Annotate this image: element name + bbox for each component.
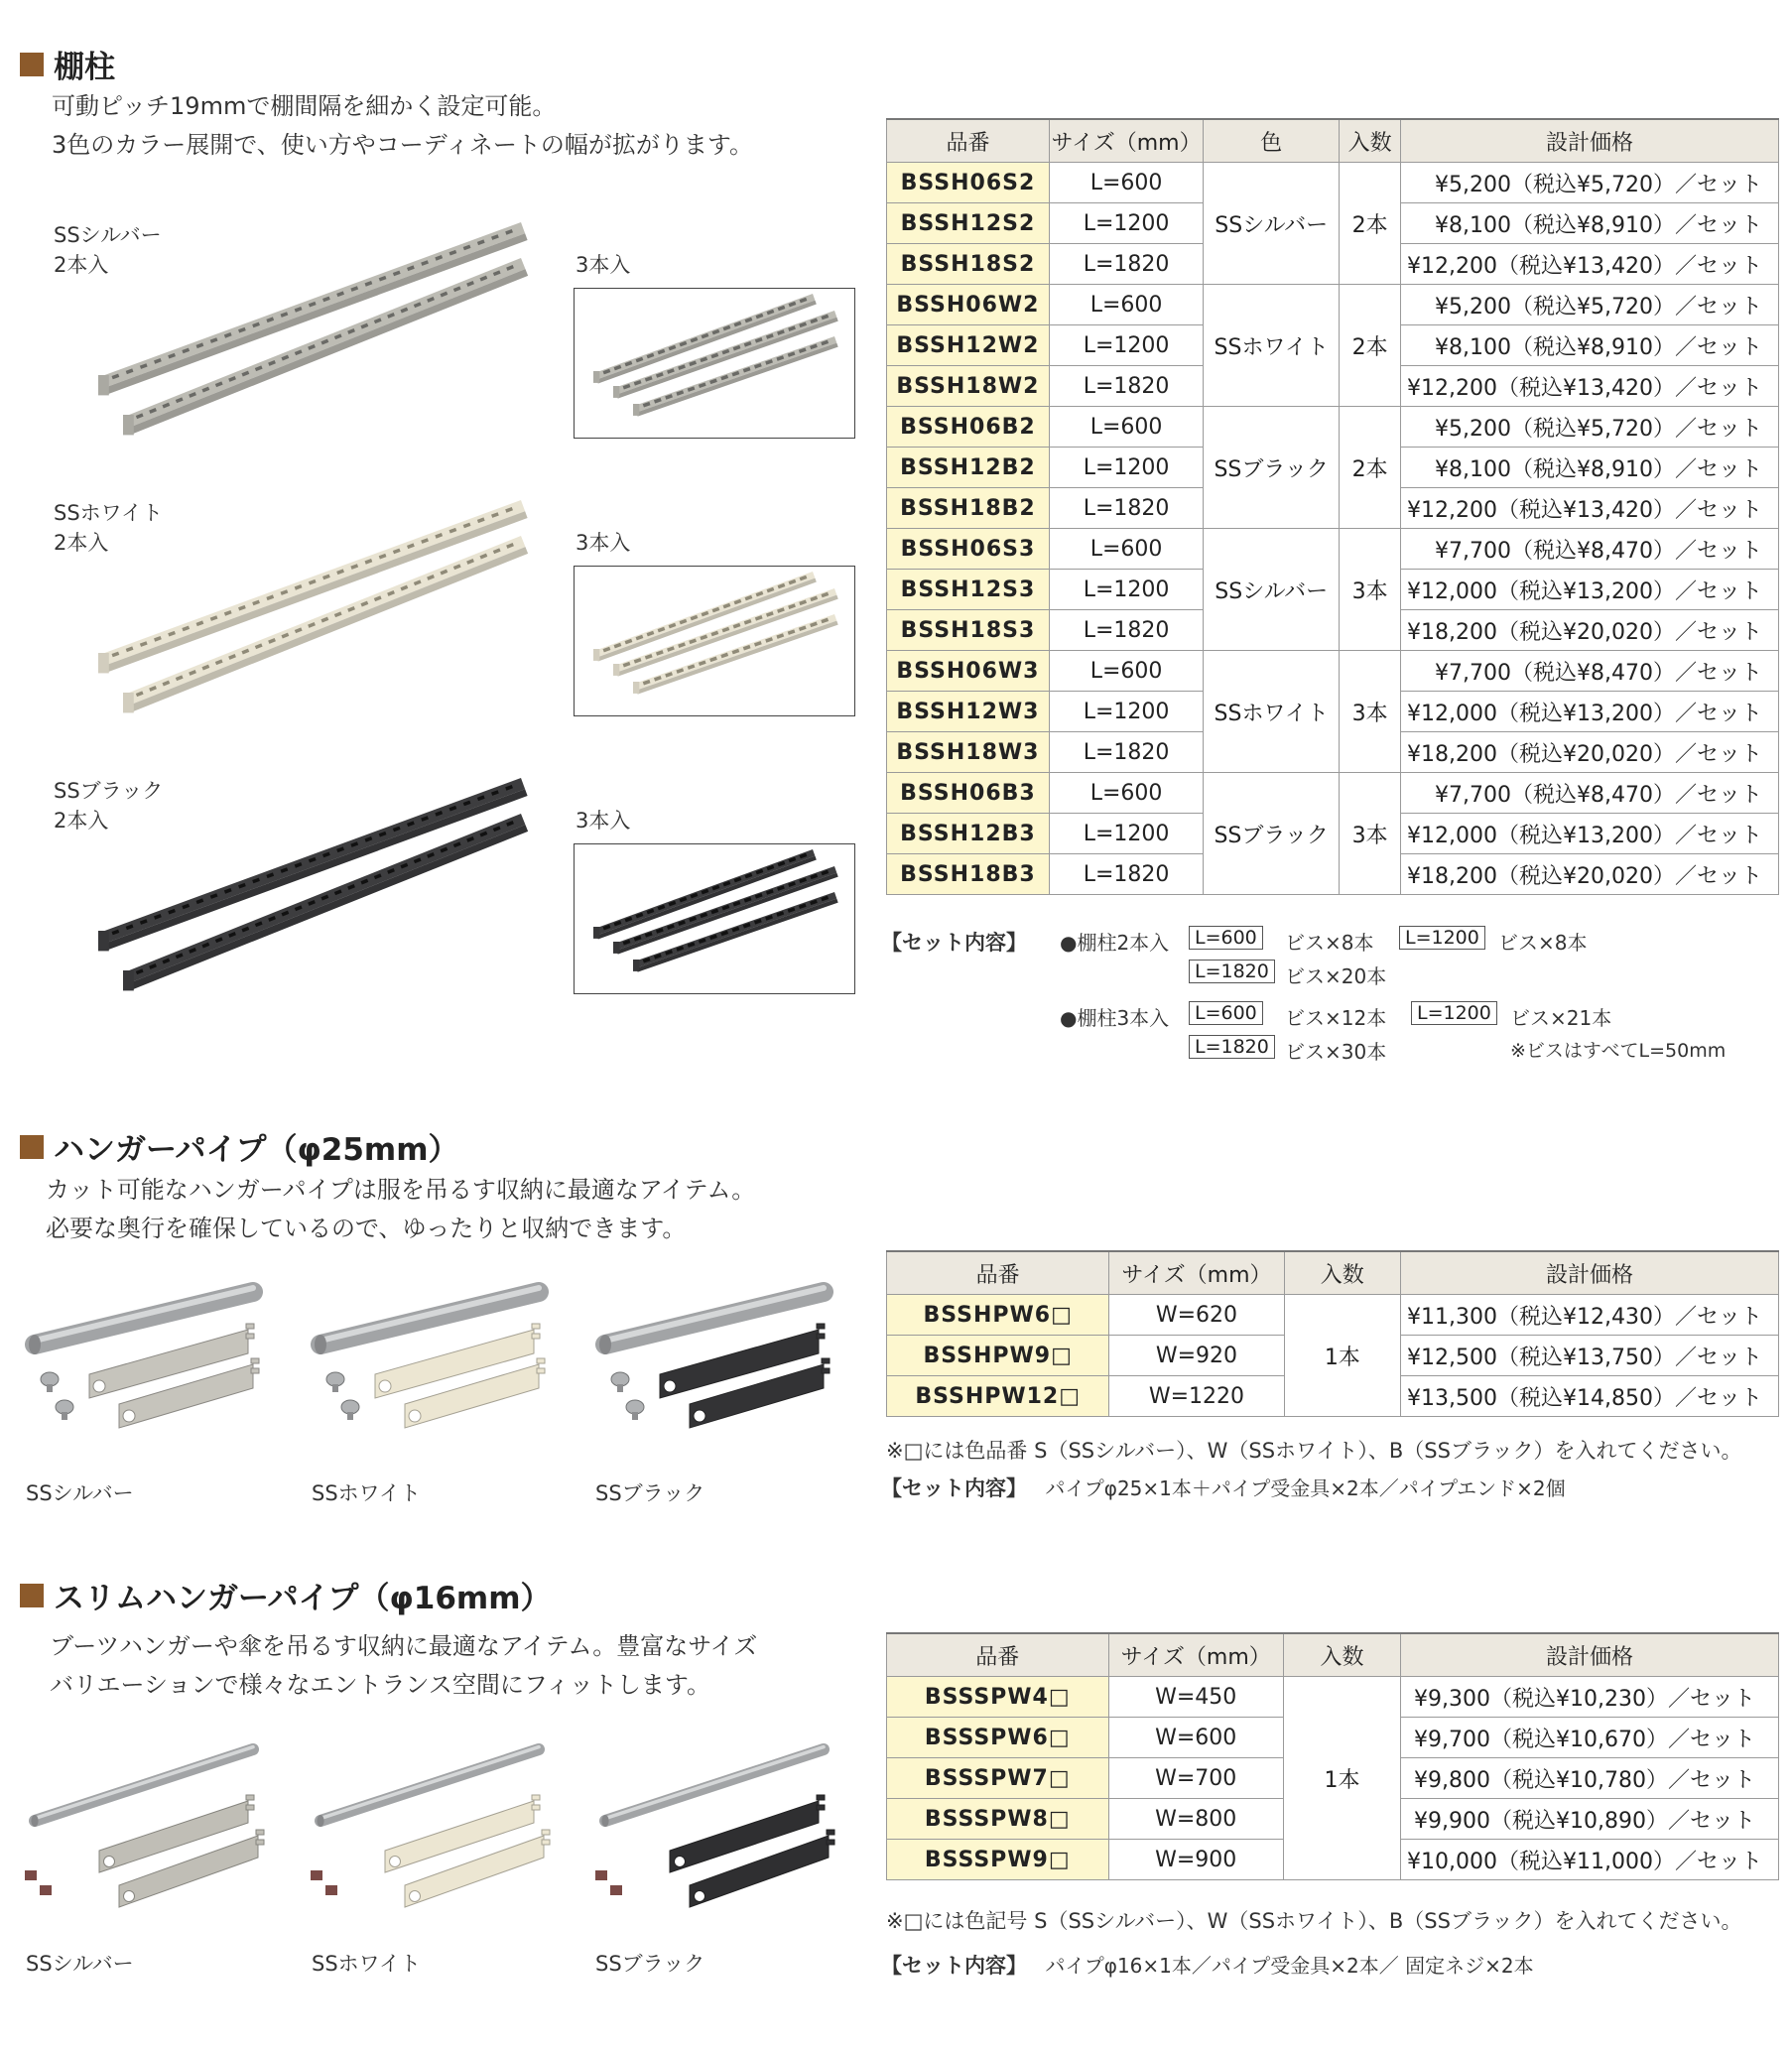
qty-cell: 2本 bbox=[1340, 407, 1401, 529]
screw-head bbox=[326, 1372, 344, 1386]
table-row bbox=[887, 163, 1779, 203]
pipe-highlight bbox=[320, 1747, 539, 1819]
slim-pipe-image-white bbox=[306, 1741, 554, 1910]
price-cell: ¥9,900（税込¥10,890）／セット bbox=[1401, 1799, 1779, 1840]
screw-shank bbox=[632, 1412, 638, 1420]
price-cell: ¥12,200（税込¥13,420）／セット bbox=[1401, 244, 1779, 285]
bracket-hook bbox=[246, 1334, 254, 1339]
rail-end bbox=[98, 375, 109, 395]
variant-label-silver: SSシルバー bbox=[26, 1952, 134, 1976]
color-cell: SSホワイト bbox=[1204, 285, 1340, 407]
pillar-triple-box-white bbox=[574, 566, 855, 716]
pillar-pair-image-black bbox=[94, 774, 531, 1002]
pillar-pair-image-white bbox=[94, 496, 531, 724]
pillar-triple-image-silver bbox=[575, 289, 854, 438]
bracket-hook bbox=[822, 1368, 830, 1373]
col-header-code: 品番 bbox=[887, 1251, 1109, 1295]
bracket-hole bbox=[410, 1891, 421, 1902]
bracket-hook bbox=[246, 1805, 254, 1810]
length-box-1820: L=1820 bbox=[1189, 960, 1275, 983]
set-two-600-screws: ビス×8本 bbox=[1285, 931, 1374, 955]
price-cell: ¥12,000（税込¥13,200）／セット bbox=[1401, 692, 1779, 732]
price-cell: ¥13,500（税込¥14,850）／セット bbox=[1401, 1376, 1779, 1417]
bracket-hole bbox=[379, 1380, 391, 1392]
rail-end bbox=[613, 386, 619, 398]
screw-head bbox=[626, 1400, 644, 1414]
rail-side bbox=[103, 789, 527, 951]
pipe-highlight bbox=[35, 1747, 253, 1819]
price-cell: ¥12,200（税込¥13,420）／セット bbox=[1401, 488, 1779, 529]
pipe-end bbox=[317, 1815, 323, 1827]
col-header-price: 設計価格 bbox=[1401, 1251, 1779, 1295]
set-three-1200-screws: ビス×21本 bbox=[1510, 1006, 1612, 1030]
table-row bbox=[887, 773, 1779, 814]
col-header-size: サイズ（mm） bbox=[1109, 1251, 1284, 1295]
size-cell: L=600 bbox=[1049, 773, 1203, 814]
bracket-hole bbox=[390, 1857, 401, 1867]
price-cell: ¥7,700（税込¥8,470）／セット bbox=[1401, 773, 1779, 814]
size-cell: W=450 bbox=[1108, 1677, 1283, 1718]
col-header-price: 設計価格 bbox=[1401, 119, 1779, 163]
box-label-silver: 3本入 bbox=[576, 253, 631, 277]
price-cell: ¥18,200（税込¥20,020）／セット bbox=[1401, 732, 1779, 773]
rail-side bbox=[103, 511, 527, 673]
length-box-600: L=600 bbox=[1189, 926, 1263, 950]
rail-end bbox=[123, 415, 134, 435]
size-cell: L=1200 bbox=[1049, 570, 1203, 610]
product-code-cell: BSSH18S2 bbox=[887, 244, 1050, 285]
set-contents-heading: 【セット内容】 bbox=[881, 1954, 1027, 1978]
set-contents-text: パイプφ25×1本＋パイプ受金具×2本／パイプエンド×2個 bbox=[1045, 1476, 1566, 1500]
product-code-cell: BSSH06S2 bbox=[887, 163, 1050, 203]
rail-end bbox=[633, 404, 639, 416]
bracket-hook bbox=[251, 1368, 259, 1373]
rail-end bbox=[633, 682, 639, 694]
color-code-note: ※□には色品番 S（SSシルバー）、W（SSホワイト）、B（SSブラック）を入れてください。 bbox=[886, 1439, 1742, 1463]
rail-end bbox=[613, 942, 619, 954]
screw-head bbox=[325, 1885, 337, 1895]
qty-cell: 1本 bbox=[1284, 1295, 1400, 1417]
size-cell: W=600 bbox=[1108, 1718, 1283, 1758]
pipe-end bbox=[601, 1815, 608, 1827]
section-description: ブーツハンガーや傘を吊るす収納に最適なアイテム。豊富なサイズ バリエーションで様々なエントランス空間にフィットします。 bbox=[50, 1632, 758, 1699]
price-cell: ¥12,500（税込¥13,750）／セット bbox=[1401, 1336, 1779, 1376]
rail-end bbox=[613, 664, 619, 676]
size-cell: L=1200 bbox=[1049, 814, 1203, 854]
price-cell: ¥8,100（税込¥8,910）／セット bbox=[1401, 325, 1779, 366]
product-code-cell: BSSSPW4□ bbox=[887, 1677, 1109, 1718]
price-cell: ¥18,200（税込¥20,020）／セット bbox=[1401, 610, 1779, 651]
screw-shank bbox=[47, 1384, 53, 1392]
rail-end bbox=[633, 960, 639, 971]
price-cell: ¥5,200（税込¥5,720）／セット bbox=[1401, 407, 1779, 448]
screw-head bbox=[56, 1400, 73, 1414]
bracket-hook bbox=[822, 1358, 830, 1363]
pipe-highlight bbox=[35, 1288, 253, 1341]
size-cell: W=1220 bbox=[1109, 1376, 1284, 1417]
price-cell: ¥8,100（税込¥8,910）／セット bbox=[1401, 203, 1779, 244]
section-marker-icon bbox=[20, 53, 44, 76]
pillar-triple-box-silver bbox=[574, 288, 855, 439]
bracket-hook bbox=[246, 1795, 254, 1800]
section-marker-icon bbox=[20, 1135, 44, 1159]
screw-shank bbox=[347, 1412, 353, 1420]
set-three-1820-screws: ビス×30本 bbox=[1285, 1040, 1387, 1064]
slim-pipe-image-silver bbox=[20, 1741, 268, 1910]
size-cell: L=1820 bbox=[1049, 244, 1203, 285]
bracket-hook bbox=[542, 1830, 550, 1835]
rail-end bbox=[593, 649, 599, 661]
qty-cell: 1本 bbox=[1283, 1677, 1400, 1880]
bracket-hole bbox=[694, 1410, 705, 1422]
pipe-body bbox=[35, 1292, 253, 1345]
pillar-pair-image-silver bbox=[94, 218, 531, 447]
rail-end bbox=[98, 931, 109, 951]
size-cell: W=700 bbox=[1108, 1758, 1283, 1799]
product-code-cell: BSSSPW8□ bbox=[887, 1799, 1109, 1840]
pillar-triple-image-white bbox=[575, 567, 854, 715]
product-code-cell: BSSH18W2 bbox=[887, 366, 1050, 407]
bracket-hook bbox=[817, 1795, 825, 1800]
section-marker-icon bbox=[20, 1584, 44, 1607]
set-contents bbox=[881, 1473, 1566, 1502]
table-header-row bbox=[887, 1633, 1779, 1677]
color-cell: SSブラック bbox=[1204, 773, 1340, 895]
product-code-cell: BSSH12B3 bbox=[887, 814, 1050, 854]
slim-pipe-spec-table bbox=[886, 1632, 1779, 1880]
set-two-1200-screws: ビス×8本 bbox=[1498, 931, 1588, 955]
size-cell: L=1820 bbox=[1049, 366, 1203, 407]
bracket-hook bbox=[246, 1324, 254, 1329]
bracket-hole bbox=[675, 1857, 686, 1867]
color-cell: SSホワイト bbox=[1204, 651, 1340, 773]
size-cell: W=920 bbox=[1109, 1336, 1284, 1376]
product-code-cell: BSSH12B2 bbox=[887, 448, 1050, 488]
bracket-hole bbox=[93, 1380, 105, 1392]
variant-label-silver: SSシルバー bbox=[26, 1481, 134, 1505]
screw-head bbox=[41, 1372, 59, 1386]
bracket-hole bbox=[664, 1380, 676, 1392]
table-row bbox=[887, 529, 1779, 570]
qty-cell: 2本 bbox=[1340, 163, 1401, 285]
product-code-cell: BSSH06B3 bbox=[887, 773, 1050, 814]
hanger-pipe-image-black bbox=[590, 1280, 838, 1429]
bracket-hook bbox=[532, 1805, 540, 1810]
color-cell: SSブラック bbox=[1204, 407, 1340, 529]
set-contents-heading: 【セット内容】 bbox=[881, 931, 1027, 955]
pipe-end bbox=[315, 1335, 326, 1354]
bracket-hook bbox=[532, 1334, 540, 1339]
bracket-hook bbox=[251, 1358, 259, 1363]
size-cell: W=800 bbox=[1108, 1799, 1283, 1840]
size-cell: L=1200 bbox=[1049, 448, 1203, 488]
price-cell: ¥7,700（税込¥8,470）／セット bbox=[1401, 529, 1779, 570]
length-box-600: L=600 bbox=[1189, 1001, 1263, 1025]
size-cell: L=600 bbox=[1049, 285, 1203, 325]
screw-shank bbox=[332, 1384, 338, 1392]
table-row bbox=[887, 407, 1779, 448]
product-code-cell: BSSH06W3 bbox=[887, 651, 1050, 692]
product-code-cell: BSSH12W3 bbox=[887, 692, 1050, 732]
col-header-qty: 入数 bbox=[1284, 1251, 1400, 1295]
set-three-600-screws: ビス×12本 bbox=[1285, 1006, 1387, 1030]
col-header-color: 色 bbox=[1204, 119, 1340, 163]
bracket-hook bbox=[256, 1840, 264, 1845]
screw-length-note: ※ビスはすべてL=50mm bbox=[1510, 1040, 1727, 1062]
screw-head bbox=[311, 1870, 322, 1880]
screw-head bbox=[595, 1870, 607, 1880]
size-cell: W=900 bbox=[1108, 1840, 1283, 1880]
price-cell: ¥8,100（税込¥8,910）／セット bbox=[1401, 448, 1779, 488]
screw-head bbox=[610, 1885, 622, 1895]
variant-label-black: SSブラック bbox=[595, 1481, 705, 1505]
size-cell: L=1200 bbox=[1049, 203, 1203, 244]
bracket-hook bbox=[817, 1805, 825, 1810]
slim-pipe-image-black bbox=[590, 1741, 838, 1910]
product-code-cell: BSSHPW6□ bbox=[887, 1295, 1109, 1336]
col-header-qty: 入数 bbox=[1283, 1633, 1400, 1677]
pipe-highlight bbox=[605, 1747, 824, 1819]
set-contents bbox=[881, 1950, 1534, 1980]
set-contents-heading: 【セット内容】 bbox=[881, 1476, 1027, 1500]
variant-label-black: SSブラック 2本入 bbox=[54, 779, 164, 833]
pipe-end bbox=[29, 1335, 41, 1354]
screw-head bbox=[341, 1400, 359, 1414]
table-header-row bbox=[887, 119, 1779, 163]
rail-side bbox=[596, 578, 816, 662]
product-code-cell: BSSSPW6□ bbox=[887, 1718, 1109, 1758]
variant-label-white: SSホワイト bbox=[312, 1481, 422, 1505]
box-label-black: 3本入 bbox=[576, 809, 631, 833]
box-label-white: 3本入 bbox=[576, 531, 631, 555]
size-cell: L=1820 bbox=[1049, 488, 1203, 529]
pipe-end bbox=[31, 1815, 38, 1827]
rail-end bbox=[123, 693, 134, 712]
hanger-pipe-image-white bbox=[306, 1280, 554, 1429]
bracket-hook bbox=[827, 1840, 834, 1845]
price-cell: ¥7,700（税込¥8,470）／セット bbox=[1401, 651, 1779, 692]
color-code-note: ※□には色記号 S（SSシルバー）、W（SSホワイト）、B（SSブラック）を入れてください。 bbox=[886, 1909, 1742, 1933]
product-code-cell: BSSH18S3 bbox=[887, 610, 1050, 651]
qty-cell: 2本 bbox=[1340, 285, 1401, 407]
price-cell: ¥10,000（税込¥11,000）／セット bbox=[1401, 1840, 1779, 1880]
screw-head bbox=[611, 1372, 629, 1386]
variant-label-black: SSブラック bbox=[595, 1952, 705, 1976]
variant-label-silver: SSシルバー 2本入 bbox=[54, 223, 162, 277]
product-code-cell: BSSH18W3 bbox=[887, 732, 1050, 773]
price-cell: ¥12,200（税込¥13,420）／セット bbox=[1401, 366, 1779, 407]
price-cell: ¥18,200（税込¥20,020）／セット bbox=[1401, 854, 1779, 895]
product-code-cell: BSSSPW9□ bbox=[887, 1840, 1109, 1880]
bracket-hole bbox=[695, 1891, 705, 1902]
section-description: 可動ピッチ19mmで棚間隔を細かく設定可能。 3色のカラー展開で、使い方やコーディネートの幅が拡がります。 bbox=[52, 92, 753, 159]
product-code-cell: BSSHPW9□ bbox=[887, 1336, 1109, 1376]
size-cell: L=600 bbox=[1049, 163, 1203, 203]
product-code-cell: BSSHPW12□ bbox=[887, 1376, 1109, 1417]
rail-end bbox=[593, 927, 599, 939]
table-row bbox=[887, 651, 1779, 692]
bracket-hook bbox=[256, 1830, 264, 1835]
pipe-body bbox=[605, 1292, 824, 1345]
bracket-hook bbox=[532, 1324, 540, 1329]
price-cell: ¥12,000（税込¥13,200）／セット bbox=[1401, 814, 1779, 854]
col-header-code: 品番 bbox=[887, 119, 1050, 163]
bracket-hook bbox=[532, 1795, 540, 1800]
set-two-1820-screws: ビス×20本 bbox=[1285, 964, 1387, 988]
rail-side bbox=[596, 856, 816, 940]
col-header-code: 品番 bbox=[887, 1633, 1109, 1677]
rail-end bbox=[98, 653, 109, 673]
size-cell: L=600 bbox=[1049, 407, 1203, 448]
rail-end bbox=[593, 371, 599, 383]
col-header-qty: 入数 bbox=[1340, 119, 1401, 163]
pipe-end bbox=[599, 1335, 611, 1354]
screw-shank bbox=[62, 1412, 67, 1420]
set-two-label: ●棚柱2本入 bbox=[1060, 931, 1170, 955]
variant-label-white: SSホワイト bbox=[312, 1952, 422, 1976]
rail-side bbox=[103, 233, 527, 395]
color-cell: SSシルバー bbox=[1204, 529, 1340, 651]
pillar-triple-box-black bbox=[574, 843, 855, 994]
price-cell: ¥5,200（税込¥5,720）／セット bbox=[1401, 285, 1779, 325]
table-row bbox=[887, 1677, 1779, 1718]
set-three-label: ●棚柱3本入 bbox=[1060, 1006, 1170, 1030]
price-cell: ¥11,300（税込¥12,430）／セット bbox=[1401, 1295, 1779, 1336]
pipe-highlight bbox=[320, 1288, 539, 1341]
section-description: カット可能なハンガーパイプは服を吊るす収納に最適なアイテム。 必要な奥行を確保しているので、ゆったりと収納できます。 bbox=[46, 1176, 756, 1242]
hanger-pipe-spec-table bbox=[886, 1250, 1779, 1417]
price-cell: ¥9,300（税込¥10,230）／セット bbox=[1401, 1677, 1779, 1718]
length-box-1200: L=1200 bbox=[1399, 926, 1485, 950]
table-row bbox=[887, 285, 1779, 325]
section-title-hanger-pipe: ハンガーパイプ（φ25mm） bbox=[20, 1124, 459, 1169]
screw-shank bbox=[617, 1384, 623, 1392]
bracket-hook bbox=[817, 1334, 825, 1339]
set-contents-text: パイプφ16×1本／パイプ受金具×2本／ 固定ネジ×2本 bbox=[1045, 1954, 1534, 1978]
size-cell: W=620 bbox=[1109, 1295, 1284, 1336]
bracket-hook bbox=[827, 1830, 834, 1835]
rail-end bbox=[123, 970, 134, 990]
size-cell: L=1820 bbox=[1049, 854, 1203, 895]
size-cell: L=600 bbox=[1049, 529, 1203, 570]
length-box-1200: L=1200 bbox=[1411, 1001, 1497, 1025]
screw-head bbox=[40, 1885, 52, 1895]
pillar-triple-image-black bbox=[575, 844, 854, 993]
price-cell: ¥12,000（税込¥13,200）／セット bbox=[1401, 570, 1779, 610]
col-header-size: サイズ（mm） bbox=[1108, 1633, 1283, 1677]
screw-head bbox=[25, 1870, 37, 1880]
col-header-size: サイズ（mm） bbox=[1049, 119, 1203, 163]
price-cell: ¥5,200（税込¥5,720）／セット bbox=[1401, 163, 1779, 203]
price-cell: ¥9,700（税込¥10,670）／セット bbox=[1401, 1718, 1779, 1758]
pipe-highlight bbox=[605, 1288, 824, 1341]
bracket-hole bbox=[409, 1410, 421, 1422]
bracket-hole bbox=[104, 1857, 115, 1867]
product-code-cell: BSSH06B2 bbox=[887, 407, 1050, 448]
table-row bbox=[887, 1295, 1779, 1336]
bracket-hole bbox=[124, 1891, 135, 1902]
size-cell: L=1820 bbox=[1049, 610, 1203, 651]
size-cell: L=1820 bbox=[1049, 732, 1203, 773]
product-code-cell: BSSH12S3 bbox=[887, 570, 1050, 610]
size-cell: L=1200 bbox=[1049, 325, 1203, 366]
product-code-cell: BSSH12W2 bbox=[887, 325, 1050, 366]
product-code-cell: BSSH06W2 bbox=[887, 285, 1050, 325]
size-cell: L=600 bbox=[1049, 651, 1203, 692]
product-code-cell: BSSH18B3 bbox=[887, 854, 1050, 895]
size-cell: L=1200 bbox=[1049, 692, 1203, 732]
section-title-slim-hanger-pipe: スリムハンガーパイプ（φ16mm） bbox=[20, 1573, 552, 1617]
product-code-cell: BSSH18B2 bbox=[887, 488, 1050, 529]
pillar-spec-table bbox=[886, 118, 1779, 895]
product-code-cell: BSSH06S3 bbox=[887, 529, 1050, 570]
bracket-hook bbox=[537, 1358, 545, 1363]
qty-cell: 3本 bbox=[1340, 651, 1401, 773]
qty-cell: 3本 bbox=[1340, 529, 1401, 651]
bracket-hook bbox=[817, 1324, 825, 1329]
variant-label-white: SSホワイト 2本入 bbox=[54, 501, 164, 555]
pipe-body bbox=[320, 1292, 539, 1345]
hanger-pipe-image-silver bbox=[20, 1280, 268, 1429]
product-code-cell: BSSH12S2 bbox=[887, 203, 1050, 244]
col-header-price: 設計価格 bbox=[1401, 1633, 1779, 1677]
bracket-hook bbox=[542, 1840, 550, 1845]
section-title-shelf-pillar: 棚柱 bbox=[20, 42, 115, 86]
color-cell: SSシルバー bbox=[1204, 163, 1340, 285]
bracket-hole bbox=[123, 1410, 135, 1422]
rail-side bbox=[596, 301, 816, 384]
bracket-hook bbox=[537, 1368, 545, 1373]
table-header-row bbox=[887, 1251, 1779, 1295]
length-box-1820: L=1820 bbox=[1189, 1035, 1275, 1059]
price-cell: ¥9,800（税込¥10,780）／セット bbox=[1401, 1758, 1779, 1799]
product-code-cell: BSSSPW7□ bbox=[887, 1758, 1109, 1799]
qty-cell: 3本 bbox=[1340, 773, 1401, 895]
